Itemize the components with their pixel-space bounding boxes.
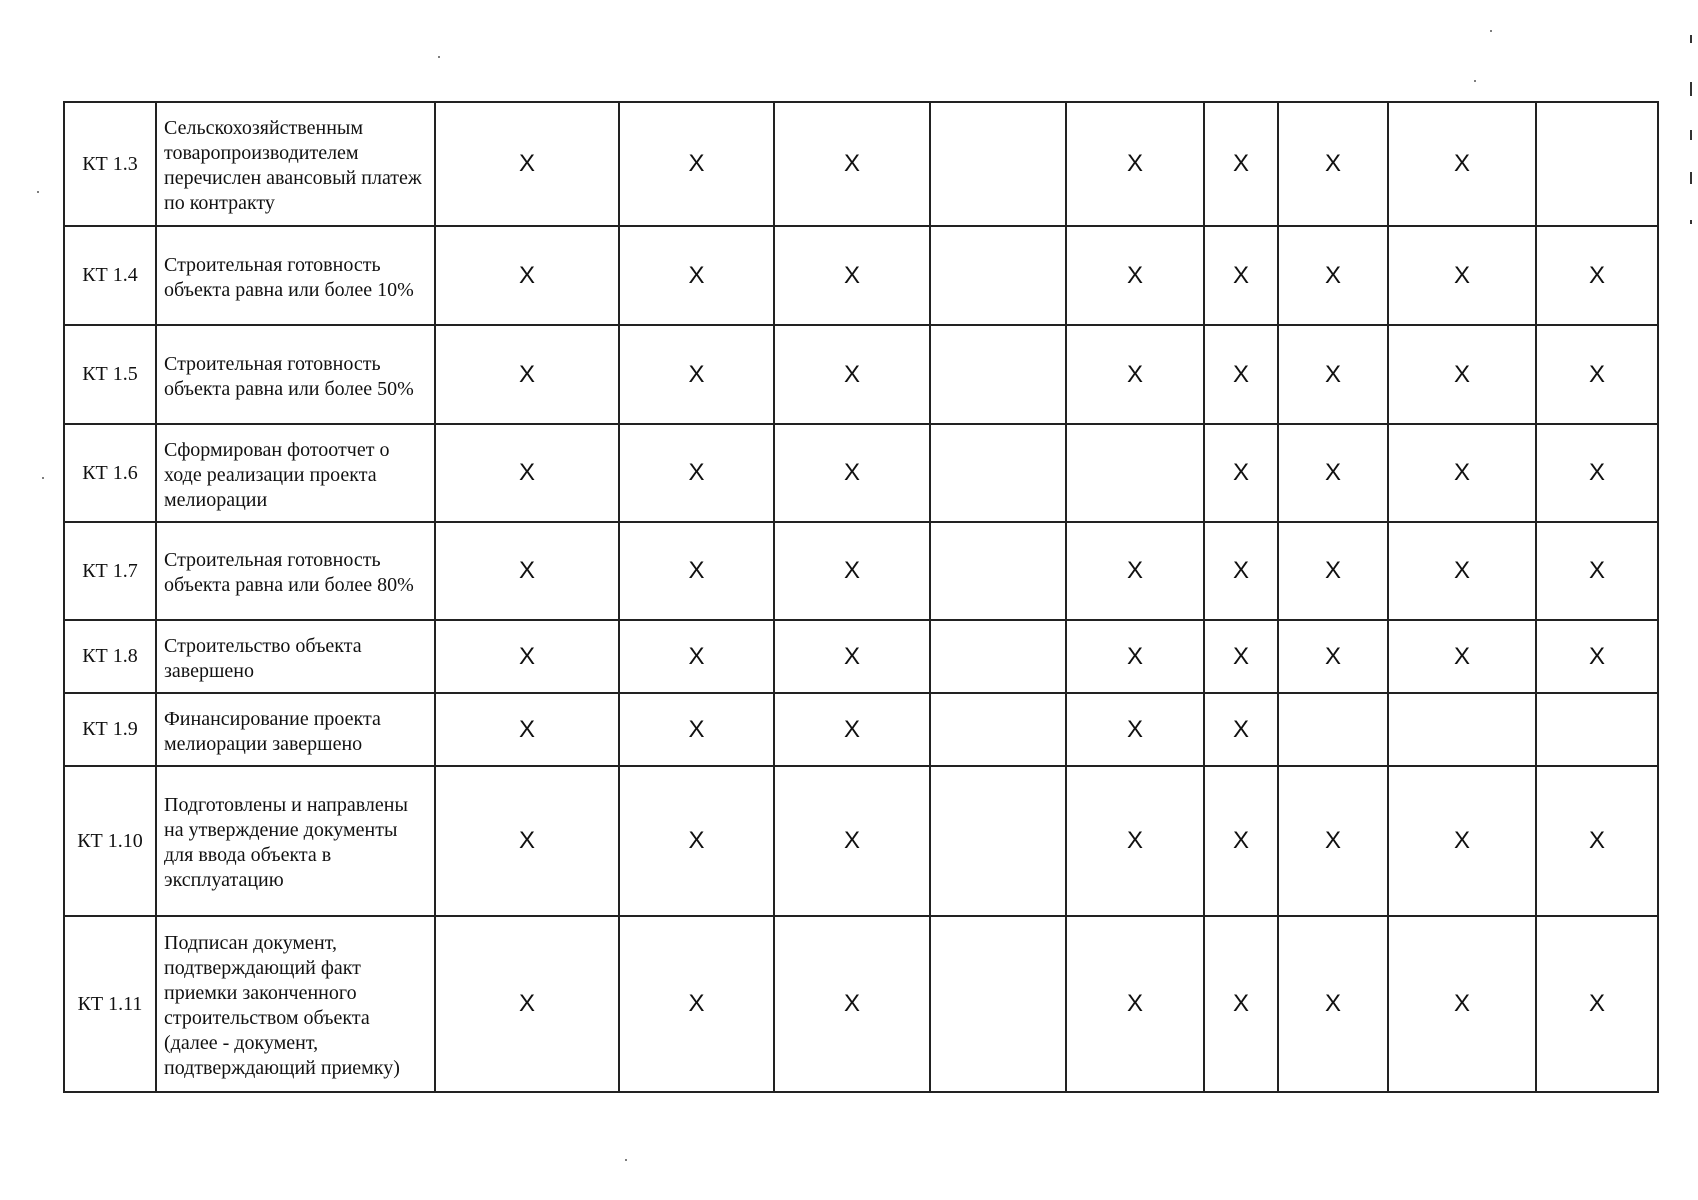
mark-cell-x: X xyxy=(774,424,930,522)
mark-cell-x: X xyxy=(1388,916,1536,1092)
checkpoint-code: КТ 1.8 xyxy=(64,620,156,693)
checkpoint-code: КТ 1.4 xyxy=(64,226,156,325)
mark-cell-x: X xyxy=(1278,325,1388,424)
mark-cell-x: X xyxy=(774,620,930,693)
scan-speck xyxy=(625,1159,627,1161)
checkpoint-code: КТ 1.6 xyxy=(64,424,156,522)
scan-speck xyxy=(37,191,39,193)
mark-cell-x: X xyxy=(1066,693,1204,766)
table-body xyxy=(64,102,1658,1092)
mark-cell-x: X xyxy=(1388,325,1536,424)
mark-cell-x: X xyxy=(1536,522,1658,620)
table-row xyxy=(64,424,1658,522)
checkpoint-description: Строительная готовность объекта равна или более 80% xyxy=(156,522,435,620)
mark-cell-empty xyxy=(930,424,1066,522)
mark-cell-x: X xyxy=(1278,766,1388,916)
mark-cell-x: X xyxy=(774,325,930,424)
mark-cell-empty xyxy=(930,325,1066,424)
mark-cell-x: X xyxy=(1388,620,1536,693)
mark-cell-x: X xyxy=(435,226,619,325)
mark-cell-x: X xyxy=(619,766,774,916)
table-row xyxy=(64,325,1658,424)
mark-cell-x: X xyxy=(619,693,774,766)
scan-edge-mark xyxy=(1690,130,1692,140)
mark-cell-empty xyxy=(930,766,1066,916)
checkpoint-code: КТ 1.3 xyxy=(64,102,156,226)
checkpoint-description: Подписан документ, подтверждающий факт приемки законченного строительством объекта (далее - документ, подтверждающий приемку) xyxy=(156,916,435,1092)
mark-cell-x: X xyxy=(619,916,774,1092)
mark-cell-x: X xyxy=(1388,424,1536,522)
mark-cell-x: X xyxy=(1536,620,1658,693)
mark-cell-empty xyxy=(930,916,1066,1092)
mark-cell-x: X xyxy=(619,102,774,226)
mark-cell-x: X xyxy=(619,620,774,693)
mark-cell-x: X xyxy=(1066,620,1204,693)
checkpoint-table xyxy=(63,101,1659,1093)
mark-cell-empty xyxy=(930,693,1066,766)
mark-cell-x: X xyxy=(619,522,774,620)
mark-cell-x: X xyxy=(1278,620,1388,693)
mark-cell-x: X xyxy=(1388,102,1536,226)
mark-cell-empty xyxy=(930,522,1066,620)
table-row xyxy=(64,522,1658,620)
mark-cell-empty xyxy=(1278,693,1388,766)
checkpoint-description: Сельскохозяйственным товаропроизводителем перечислен авансовый платеж по контракту xyxy=(156,102,435,226)
mark-cell-x: X xyxy=(435,766,619,916)
mark-cell-x: X xyxy=(1204,620,1278,693)
mark-cell-x: X xyxy=(1204,522,1278,620)
mark-cell-x: X xyxy=(1536,424,1658,522)
mark-cell-empty xyxy=(930,102,1066,226)
mark-cell-x: X xyxy=(1204,693,1278,766)
mark-cell-x: X xyxy=(1278,226,1388,325)
mark-cell-x: X xyxy=(1536,226,1658,325)
mark-cell-x: X xyxy=(1204,916,1278,1092)
mark-cell-x: X xyxy=(774,693,930,766)
mark-cell-empty xyxy=(1536,102,1658,226)
mark-cell-x: X xyxy=(1066,916,1204,1092)
scan-speck xyxy=(438,56,440,58)
mark-cell-x: X xyxy=(1536,766,1658,916)
mark-cell-x: X xyxy=(774,226,930,325)
mark-cell-x: X xyxy=(1066,325,1204,424)
mark-cell-x: X xyxy=(1278,916,1388,1092)
mark-cell-empty xyxy=(1388,693,1536,766)
mark-cell-x: X xyxy=(1536,325,1658,424)
scan-speck xyxy=(1490,30,1492,32)
checkpoint-code: КТ 1.9 xyxy=(64,693,156,766)
mark-cell-x: X xyxy=(1204,226,1278,325)
mark-cell-x: X xyxy=(1278,522,1388,620)
mark-cell-x: X xyxy=(1536,916,1658,1092)
mark-cell-x: X xyxy=(1204,424,1278,522)
mark-cell-x: X xyxy=(1278,424,1388,522)
mark-cell-x: X xyxy=(435,522,619,620)
mark-cell-x: X xyxy=(435,916,619,1092)
mark-cell-x: X xyxy=(619,424,774,522)
mark-cell-x: X xyxy=(1066,102,1204,226)
mark-cell-x: X xyxy=(1278,102,1388,226)
mark-cell-empty xyxy=(1066,424,1204,522)
mark-cell-x: X xyxy=(435,102,619,226)
mark-cell-x: X xyxy=(1388,766,1536,916)
checkpoint-description: Финансирование проекта мелиорации завершено xyxy=(156,693,435,766)
mark-cell-empty xyxy=(930,226,1066,325)
checkpoint-description: Строительство объекта завершено xyxy=(156,620,435,693)
mark-cell-x: X xyxy=(1204,325,1278,424)
mark-cell-x: X xyxy=(435,693,619,766)
scan-edge-mark xyxy=(1690,220,1692,224)
mark-cell-x: X xyxy=(774,102,930,226)
table-row xyxy=(64,620,1658,693)
mark-cell-x: X xyxy=(435,424,619,522)
mark-cell-empty xyxy=(1536,693,1658,766)
mark-cell-x: X xyxy=(1204,766,1278,916)
mark-cell-x: X xyxy=(1388,226,1536,325)
checkpoint-description: Подготовлены и направлены на утверждение документы для ввода объекта в эксплуатацию xyxy=(156,766,435,916)
table-row xyxy=(64,102,1658,226)
scan-edge-mark xyxy=(1690,172,1692,184)
table-row xyxy=(64,766,1658,916)
mark-cell-x: X xyxy=(774,766,930,916)
mark-cell-x: X xyxy=(435,620,619,693)
scan-edge-mark xyxy=(1690,82,1692,96)
checkpoint-description: Строительная готовность объекта равна или более 50% xyxy=(156,325,435,424)
table-row xyxy=(64,226,1658,325)
checkpoint-code: КТ 1.7 xyxy=(64,522,156,620)
mark-cell-x: X xyxy=(1066,522,1204,620)
mark-cell-x: X xyxy=(774,916,930,1092)
mark-cell-x: X xyxy=(435,325,619,424)
checkpoint-code: КТ 1.10 xyxy=(64,766,156,916)
table-row xyxy=(64,916,1658,1092)
scan-speck xyxy=(42,477,44,479)
mark-cell-x: X xyxy=(774,522,930,620)
mark-cell-x: X xyxy=(1066,226,1204,325)
scan-speck xyxy=(1474,80,1476,82)
mark-cell-x: X xyxy=(1066,766,1204,916)
mark-cell-x: X xyxy=(619,226,774,325)
checkpoint-description: Сформирован фотоотчет о ходе реализации проекта мелиорации xyxy=(156,424,435,522)
checkpoint-code: КТ 1.11 xyxy=(64,916,156,1092)
scan-edge-mark xyxy=(1690,35,1692,43)
mark-cell-x: X xyxy=(1204,102,1278,226)
checkpoint-code: КТ 1.5 xyxy=(64,325,156,424)
mark-cell-x: X xyxy=(619,325,774,424)
table-row xyxy=(64,693,1658,766)
mark-cell-empty xyxy=(930,620,1066,693)
mark-cell-x: X xyxy=(1388,522,1536,620)
checkpoint-description: Строительная готовность объекта равна или более 10% xyxy=(156,226,435,325)
